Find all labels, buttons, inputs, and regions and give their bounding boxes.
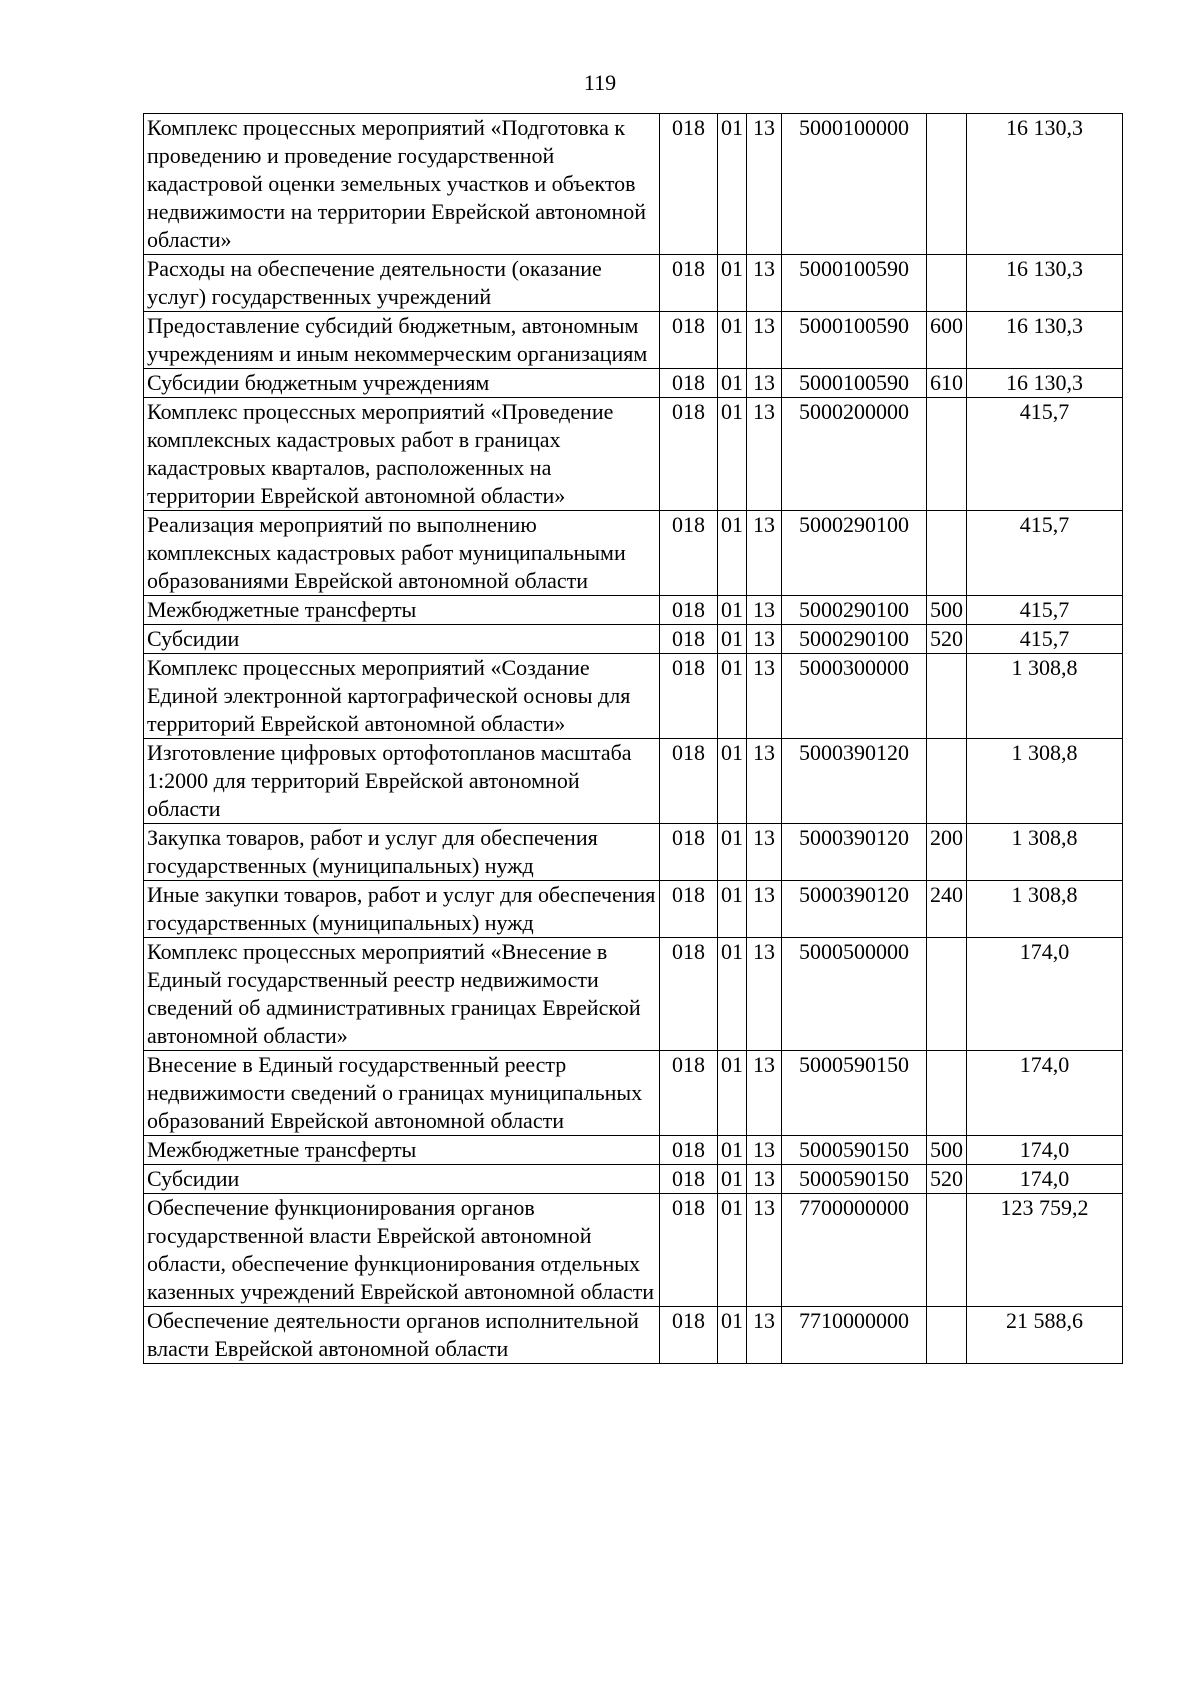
expense-name-cell: Комплекс процессных мероприятий «Внесение в Единый государственный реестр недвижимости сведений об административных границах Еврейской автономной области» — [144, 938, 660, 1051]
amount-cell: 415,7 — [967, 511, 1123, 596]
ministry-code-cell: 018 — [660, 398, 718, 511]
subsection-code-cell: 13 — [747, 1136, 782, 1165]
ministry-code-cell: 018 — [660, 881, 718, 938]
target-article-cell: 5000100000 — [782, 114, 927, 255]
expense-name-cell: Реализация мероприятий по выполнению комплексных кадастровых работ муниципальными образованиями Еврейской автономной области — [144, 511, 660, 596]
subsection-code-cell: 13 — [747, 1194, 782, 1307]
table-row — [144, 938, 1123, 1051]
section-code-cell: 01 — [718, 654, 747, 739]
ministry-code-cell: 018 — [660, 1307, 718, 1364]
target-article-cell: 5000590150 — [782, 1051, 927, 1136]
target-article-cell: 5000390120 — [782, 739, 927, 824]
subsection-code-cell: 13 — [747, 625, 782, 654]
target-article-cell: 5000290100 — [782, 511, 927, 596]
table-row — [144, 1307, 1123, 1364]
expense-type-cell: 200 — [927, 824, 967, 881]
expense-name-cell: Комплекс процессных мероприятий «Создание Единой электронной картографической основы для территорий Еврейской автономной области» — [144, 654, 660, 739]
table-row — [144, 654, 1123, 739]
subsection-code-cell: 13 — [747, 1165, 782, 1194]
subsection-code-cell: 13 — [747, 369, 782, 398]
expense-name-cell: Комплекс процессных мероприятий «Проведение комплексных кадастровых работ в границах кадастровых кварталов, расположенных на территории Еврейской автономной области» — [144, 398, 660, 511]
ministry-code-cell: 018 — [660, 739, 718, 824]
subsection-code-cell: 13 — [747, 398, 782, 511]
ministry-code-cell: 018 — [660, 654, 718, 739]
subsection-code-cell: 13 — [747, 596, 782, 625]
expense-name-cell: Расходы на обеспечение деятельности (оказание услуг) государственных учреждений — [144, 255, 660, 312]
expense-type-cell — [927, 398, 967, 511]
amount-cell: 415,7 — [967, 398, 1123, 511]
subsection-code-cell: 13 — [747, 511, 782, 596]
table-row — [144, 596, 1123, 625]
expense-type-cell: 500 — [927, 1136, 967, 1165]
expense-type-cell — [927, 1307, 967, 1364]
expense-name-cell: Обеспечение функционирования органов государственной власти Еврейской автономной области, обеспечение функционирования отдельных казенных учреждений Еврейской автономной области — [144, 1194, 660, 1307]
amount-cell: 1 308,8 — [967, 881, 1123, 938]
section-code-cell: 01 — [718, 369, 747, 398]
target-article-cell: 5000390120 — [782, 881, 927, 938]
target-article-cell: 7710000000 — [782, 1307, 927, 1364]
ministry-code-cell: 018 — [660, 369, 718, 398]
amount-cell: 415,7 — [967, 596, 1123, 625]
table-row — [144, 1194, 1123, 1307]
expense-name-cell: Субсидии — [144, 1165, 660, 1194]
table-row — [144, 312, 1123, 369]
target-article-cell: 5000100590 — [782, 312, 927, 369]
section-code-cell: 01 — [718, 881, 747, 938]
subsection-code-cell: 13 — [747, 824, 782, 881]
target-article-cell: 5000100590 — [782, 255, 927, 312]
section-code-cell: 01 — [718, 1307, 747, 1364]
ministry-code-cell: 018 — [660, 255, 718, 312]
subsection-code-cell: 13 — [747, 654, 782, 739]
table-row — [144, 824, 1123, 881]
expense-type-cell: 610 — [927, 369, 967, 398]
expense-type-cell: 520 — [927, 625, 967, 654]
table-row — [144, 398, 1123, 511]
ministry-code-cell: 018 — [660, 1136, 718, 1165]
expense-type-cell: 500 — [927, 596, 967, 625]
expense-name-cell: Субсидии — [144, 625, 660, 654]
section-code-cell: 01 — [718, 114, 747, 255]
section-code-cell: 01 — [718, 255, 747, 312]
expense-type-cell — [927, 255, 967, 312]
table-row — [144, 1136, 1123, 1165]
expense-name-cell: Иные закупки товаров, работ и услуг для обеспечения государственных (муниципальных) нужд — [144, 881, 660, 938]
amount-cell: 174,0 — [967, 938, 1123, 1051]
expense-name-cell: Предоставление субсидий бюджетным, автономным учреждениям и иным некоммерческим организациям — [144, 312, 660, 369]
target-article-cell: 5000300000 — [782, 654, 927, 739]
subsection-code-cell: 13 — [747, 255, 782, 312]
amount-cell: 174,0 — [967, 1136, 1123, 1165]
target-article-cell: 5000390120 — [782, 824, 927, 881]
amount-cell: 174,0 — [967, 1165, 1123, 1194]
target-article-cell: 7700000000 — [782, 1194, 927, 1307]
section-code-cell: 01 — [718, 511, 747, 596]
table-row — [144, 625, 1123, 654]
page-number: 119 — [583, 70, 617, 95]
section-code-cell: 01 — [718, 398, 747, 511]
ministry-code-cell: 018 — [660, 114, 718, 255]
ministry-code-cell: 018 — [660, 511, 718, 596]
target-article-cell: 5000590150 — [782, 1165, 927, 1194]
section-code-cell: 01 — [718, 1136, 747, 1165]
amount-cell: 1 308,8 — [967, 654, 1123, 739]
section-code-cell: 01 — [718, 1165, 747, 1194]
expense-name-cell: Межбюджетные трансферты — [144, 1136, 660, 1165]
target-article-cell: 5000290100 — [782, 625, 927, 654]
subsection-code-cell: 13 — [747, 1307, 782, 1364]
expense-type-cell — [927, 938, 967, 1051]
expense-name-cell: Закупка товаров, работ и услуг для обеспечения государственных (муниципальных) нужд — [144, 824, 660, 881]
expense-type-cell: 520 — [927, 1165, 967, 1194]
amount-cell: 16 130,3 — [967, 312, 1123, 369]
ministry-code-cell: 018 — [660, 938, 718, 1051]
expense-type-cell — [927, 739, 967, 824]
ministry-code-cell: 018 — [660, 824, 718, 881]
table-row — [144, 511, 1123, 596]
subsection-code-cell: 13 — [747, 938, 782, 1051]
target-article-cell: 5000200000 — [782, 398, 927, 511]
section-code-cell: 01 — [718, 625, 747, 654]
ministry-code-cell: 018 — [660, 1194, 718, 1307]
expense-type-cell — [927, 654, 967, 739]
ministry-code-cell: 018 — [660, 312, 718, 369]
target-article-cell: 5000290100 — [782, 596, 927, 625]
table-row — [144, 114, 1123, 255]
ministry-code-cell: 018 — [660, 1165, 718, 1194]
expense-type-cell — [927, 1051, 967, 1136]
subsection-code-cell: 13 — [747, 739, 782, 824]
expense-type-cell: 240 — [927, 881, 967, 938]
expense-name-cell: Комплекс процессных мероприятий «Подготовка к проведению и проведение государственной кадастровой оценки земельных участков и объектов недвижимости на территории Еврейской автономной области» — [144, 114, 660, 255]
table-row — [144, 1165, 1123, 1194]
expense-type-cell — [927, 511, 967, 596]
expense-name-cell: Субсидии бюджетным учреждениям — [144, 369, 660, 398]
amount-cell: 21 588,6 — [967, 1307, 1123, 1364]
amount-cell: 16 130,3 — [967, 369, 1123, 398]
subsection-code-cell: 13 — [747, 881, 782, 938]
section-code-cell: 01 — [718, 938, 747, 1051]
target-article-cell: 5000100590 — [782, 369, 927, 398]
expense-type-cell — [927, 1194, 967, 1307]
expense-name-cell: Внесение в Единый государственный реестр недвижимости сведений о границах муниципальных образований Еврейской автономной области — [144, 1051, 660, 1136]
expense-name-cell: Изготовление цифровых ортофотопланов масштаба 1:2000 для территорий Еврейской автономной области — [144, 739, 660, 824]
amount-cell: 123 759,2 — [967, 1194, 1123, 1307]
table-row — [144, 739, 1123, 824]
table-body — [144, 114, 1123, 1364]
budget-table — [143, 113, 1123, 1364]
expense-type-cell: 600 — [927, 312, 967, 369]
section-code-cell: 01 — [718, 824, 747, 881]
amount-cell: 16 130,3 — [967, 114, 1123, 255]
section-code-cell: 01 — [718, 1051, 747, 1136]
amount-cell: 1 308,8 — [967, 739, 1123, 824]
subsection-code-cell: 13 — [747, 312, 782, 369]
table-row — [144, 369, 1123, 398]
section-code-cell: 01 — [718, 312, 747, 369]
target-article-cell: 5000590150 — [782, 1136, 927, 1165]
ministry-code-cell: 018 — [660, 596, 718, 625]
expense-type-cell — [927, 114, 967, 255]
amount-cell: 1 308,8 — [967, 824, 1123, 881]
expense-name-cell: Межбюджетные трансферты — [144, 596, 660, 625]
subsection-code-cell: 13 — [747, 1051, 782, 1136]
expense-name-cell: Обеспечение деятельности органов исполнительной власти Еврейской автономной области — [144, 1307, 660, 1364]
section-code-cell: 01 — [718, 739, 747, 824]
amount-cell: 16 130,3 — [967, 255, 1123, 312]
amount-cell: 415,7 — [967, 625, 1123, 654]
amount-cell: 174,0 — [967, 1051, 1123, 1136]
section-code-cell: 01 — [718, 596, 747, 625]
section-code-cell: 01 — [718, 1194, 747, 1307]
table-row — [144, 881, 1123, 938]
ministry-code-cell: 018 — [660, 1051, 718, 1136]
subsection-code-cell: 13 — [747, 114, 782, 255]
target-article-cell: 5000500000 — [782, 938, 927, 1051]
table-row — [144, 1051, 1123, 1136]
table-row — [144, 255, 1123, 312]
ministry-code-cell: 018 — [660, 625, 718, 654]
